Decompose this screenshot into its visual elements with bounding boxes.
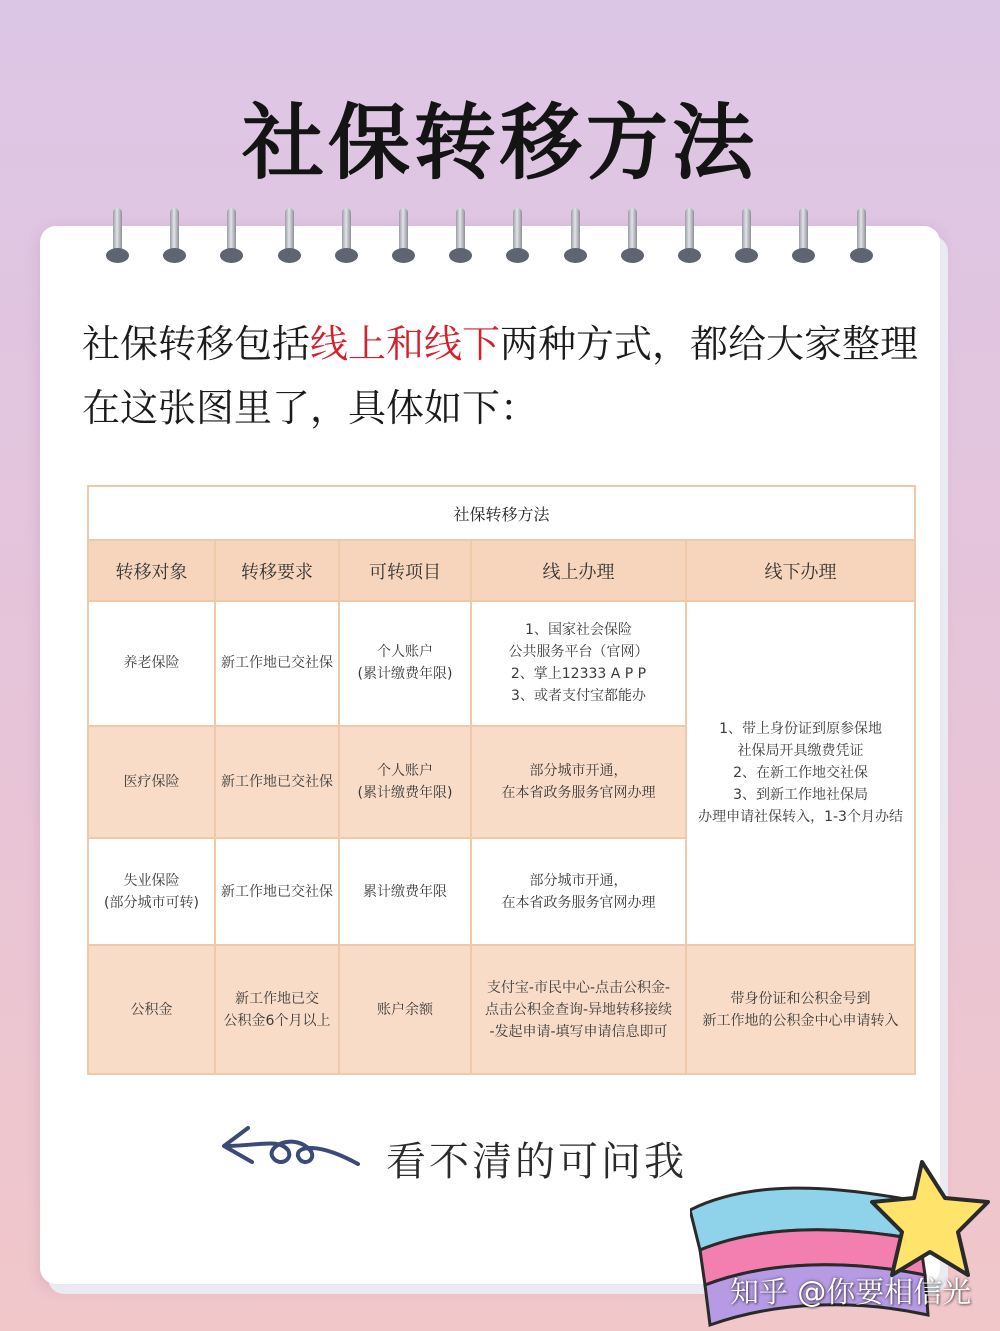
intro-part1: 社保转移包括 bbox=[82, 322, 311, 366]
cell-offline-shared: 1、带上身份证到原参保地 社保局开具缴费凭证 2、在新工作地交社保 3、到新工作地社保局 办理申请社保转入，1-3个月办结 bbox=[686, 601, 915, 945]
intro-part2: 两种方式，都给大家整理在这张图里了，具体如下： bbox=[82, 322, 919, 430]
cell-item: 个人账户 (累计缴费年限) bbox=[339, 601, 471, 726]
table-row bbox=[88, 601, 915, 726]
intro-text bbox=[82, 312, 922, 440]
table-row bbox=[88, 945, 915, 1074]
cell-requirement: 新工作地已交社保 bbox=[215, 726, 339, 839]
cell-object: 医疗保险 bbox=[88, 726, 215, 839]
cell-item: 累计缴费年限 bbox=[339, 838, 471, 945]
cell-online: 部分城市开通， 在本省政务服务官网办理 bbox=[471, 838, 686, 945]
cell-item: 账户余额 bbox=[339, 945, 471, 1074]
table-title: 社保转移方法 bbox=[88, 486, 915, 540]
header-offline: 线下办理 bbox=[686, 540, 915, 600]
header-online: 线上办理 bbox=[471, 540, 686, 600]
page-title: 社保转移方法 bbox=[241, 96, 758, 191]
header-object: 转移对象 bbox=[88, 540, 215, 600]
cell-object: 失业保险 (部分城市可转) bbox=[88, 838, 215, 945]
transfer-table bbox=[87, 485, 916, 1075]
intro-highlight: 线上和线下 bbox=[310, 322, 501, 366]
cell-offline: 带身份证和公积金号到 新工作地的公积金中心申请转入 bbox=[686, 945, 915, 1074]
cell-online: 部分城市开通， 在本省政务服务官网办理 bbox=[471, 726, 686, 839]
cell-object: 养老保险 bbox=[88, 601, 215, 726]
watermark: 知乎 @你要相信光 bbox=[730, 1275, 972, 1309]
cell-requirement: 新工作地已交 公积金6个月以上 bbox=[215, 945, 339, 1074]
cell-object: 公积金 bbox=[88, 945, 215, 1074]
cell-requirement: 新工作地已交社保 bbox=[215, 838, 339, 945]
arrow-scribble-icon bbox=[218, 1120, 368, 1180]
cell-online: 1、国家社会保险 公共服务平台（官网） 2、掌上12333 A P P 3、或者支付宝都能办 bbox=[471, 601, 686, 726]
cell-requirement: 新工作地已交社保 bbox=[215, 601, 339, 726]
cell-online: 支付宝-市民中心-点击公积金- 点击公积金查询-异地转移接续 -发起申请-填写申请信息即可 bbox=[471, 945, 686, 1074]
header-requirement: 转移要求 bbox=[215, 540, 339, 600]
cell-item: 个人账户 (累计缴费年限) bbox=[339, 726, 471, 839]
hint-text: 看不清的可问我 bbox=[386, 1139, 687, 1185]
header-item: 可转项目 bbox=[339, 540, 471, 600]
